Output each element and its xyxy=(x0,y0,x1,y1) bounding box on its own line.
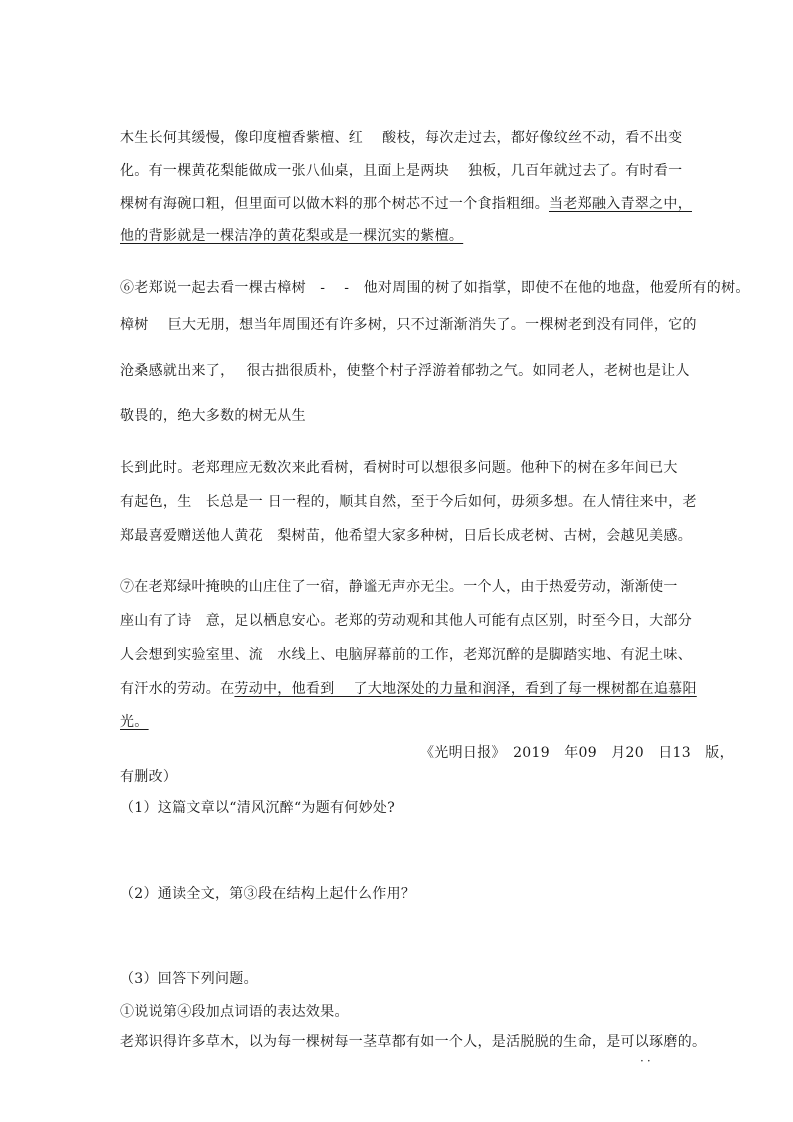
source-citation: 《光明日报》 2019 年09 月20 日13 版， xyxy=(420,745,734,761)
para7-line3: 人会想到实验室里、流 水线上、电脑屏幕前的工作，老郑沉醉的是脚踏实地、有泥土味、 xyxy=(120,647,692,663)
para5-line3-text: 棵树有海碗口粗，但里面可以做木料的那个树芯不过一个食指粗细。 xyxy=(120,196,549,212)
para6-line2: 樟树 巨大无朋，想当年周围还有许多树，只不过渐渐消失了。一棵树老到没有同伴，它的 xyxy=(120,317,697,333)
para5-line2: 化。有一棵黄花梨能做成一张八仙桌，且面上是两块 独板，几百年就过去了。有时看一 xyxy=(120,163,683,179)
source-citation-tail: 有删改） xyxy=(120,769,178,785)
para5-line4: 他的背影就是一棵洁净的黄花梨或是一棵沉实的紫檀。 xyxy=(120,228,464,244)
para6-line7: 郑最喜爱赠送他人黄花 梨树苗，他希望大家多种树，日后长成老树、古树，会越见美感。 xyxy=(120,528,692,544)
question-3-sub1-quote: 老郑识得许多草木，以为每一棵树每一茎草都有如一个人，是活脱脱的生命，是可以琢磨的。 xyxy=(120,1034,707,1050)
question-1: （1）这篇文章以“清风沉醉“为题有何妙处? xyxy=(120,800,396,816)
question-3-sub1: ①说说第④段加点词语的表达效果。 xyxy=(120,1004,349,1020)
para7-line1: ⑦在老郑绿叶掩映的山庄住了一宿，静谧无声亦无尘。一个人，由于热爱劳动，渐渐使一 xyxy=(120,579,678,595)
para7-line4-text: 有汗水的劳动。在 xyxy=(120,681,235,697)
para5-underlined-sentence: 当老郑融入青翠之中， xyxy=(549,196,692,212)
para5-line3 xyxy=(120,195,692,213)
para7-underlined-sentence: 劳动中，他看到 了大地深处的力量和润泽，看到了每一棵树都在追慕阳 xyxy=(234,681,697,697)
question-3: （3）回答下列问题。 xyxy=(120,971,258,987)
para6-line6: 有起色，生 长总是一 日一程的，顺其自然，至于今后如何，毋须多想。在人情往来中，老 xyxy=(120,494,697,510)
para5-line1: 木生长何其缓慢，像印度檀香紫檀、红 酸枝，每次走过去，都好像纹丝不动，看不出变 xyxy=(120,130,683,146)
para7-line2: 座山有了诗 意，足以栖息安心。老郑的劳动观和其他人可能有点区别，时至今日，大部分 xyxy=(120,613,692,629)
para6-line1: ⑥老郑说一起去看一棵古樟树 - - 他对周围的树了如指掌，即使不在他的地盘，他爱所有的树。 xyxy=(120,280,750,296)
para6-line5: 长到此时。老郑理应无数次来此看树，看树时可以想很多问题。他种下的树在多年间已大 xyxy=(120,460,678,476)
para7-line4 xyxy=(120,680,697,698)
question-2: （2）通读全文，第③段在结构上起什么作用？ xyxy=(120,886,416,902)
emphasis-dots: ·· xyxy=(640,1054,654,1068)
para6-line3: 沧桑感就出来了， 很古拙很质朴，使整个村子浮游着郁勃之气。如同老人，老树也是让人 xyxy=(120,363,690,379)
para7-line5: 光。 xyxy=(120,714,149,730)
para6-line4: 敬畏的，绝大多数的树无从生 xyxy=(120,408,306,424)
